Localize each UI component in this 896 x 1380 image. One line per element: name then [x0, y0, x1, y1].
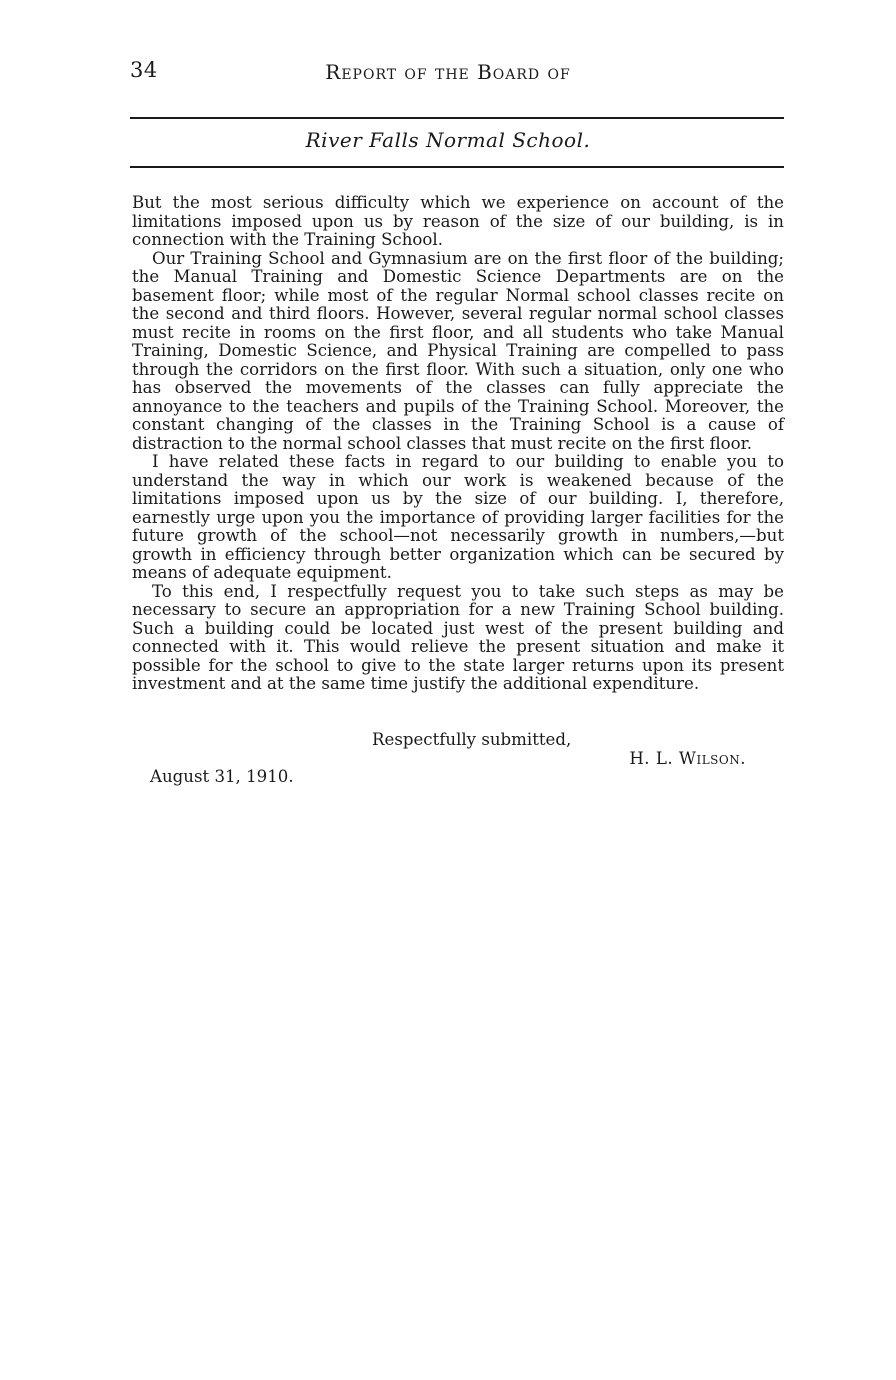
- paragraph: I have related these facts in regard to our building to enable you to understand the way in which our work is weakened because of the limitations imposed upon us by the size of our building. I, therefore, earnestly urge upon you the importance of providing larger facilities for the future growth of the school—not necessarily growth in numbers,—but growth in efficiency through better organization which can be secured by means of adequate equipment.: [132, 452, 784, 582]
- signature: H. L. Wilson.: [629, 749, 746, 768]
- section-title: River Falls Normal School.: [305, 128, 591, 152]
- report-date: August 31, 1910.: [150, 767, 294, 786]
- running-title: Report of the Board of: [325, 60, 571, 84]
- body-text: [132, 194, 784, 694]
- header-rule-bottom: [130, 166, 784, 168]
- page-number: 34: [130, 58, 158, 82]
- paragraph: But the most serious difficulty which we experience on account of the limitations imposed upon us by reason of the size of our building, is in connection with the Training School.: [132, 193, 784, 249]
- valediction: Respectfully submitted,: [372, 730, 572, 749]
- header-rule-top: [130, 117, 784, 119]
- paragraph: Our Training School and Gymnasium are on the first floor of the building; the Manual Training and Domestic Science Departments are on the basement floor; while most of the regular Normal school classes recite on the second and third floors. However, several regular normal school classes must recite in rooms on the first floor, and all students who take Manual Training, Domestic Science, and Physical Training are compelled to pass through the corridors on the first floor. With such a situation, only one who has observed the movements of the classes can fully appreciate the annoyance to the teachers and pupils of the Training School. Moreover, the constant changing of the classes in the Training School is a cause of distraction to the normal school classes that must recite on the first floor.: [132, 248, 784, 453]
- paragraph: To this end, I respectfully request you to take such steps as may be necessary to secure an appropriation for a new Training School building. Such a building could be located just west of the present building and connected with it. This would relieve the present situation and make it possible for the school to give to the state larger returns upon its present investment and at the same time justify the additional expenditure.: [132, 581, 784, 693]
